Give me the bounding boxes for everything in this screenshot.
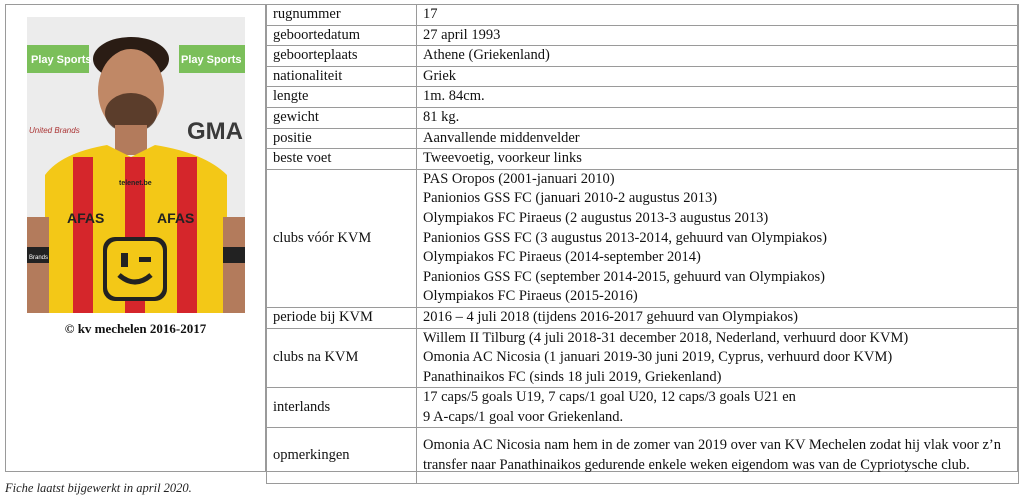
row-periode — [267, 307, 1019, 328]
player-info-table — [266, 4, 1019, 484]
clubs-voor-line: Olympiakos FC Piraeus (2015-2016) — [423, 288, 638, 305]
label-rugnummer: rugnummer — [267, 5, 417, 26]
clubs-na-line: Panathinaikos FC (sinds 18 juli 2019, Griekenland) — [423, 368, 722, 385]
photo-cell — [5, 4, 266, 472]
row-geboorteplaats — [267, 46, 1019, 67]
label-interlands: interlands — [267, 388, 417, 428]
row-gewicht — [267, 107, 1019, 128]
banner-text: GMA — [187, 118, 243, 145]
label-geboorteplaats: geboorteplaats — [267, 46, 417, 67]
value-geboorteplaats: Athene (Griekenland) — [417, 46, 1019, 67]
footnote: Fiche laatst bijgewerkt in april 2020. — [5, 481, 192, 495]
value-geboortedatum: 27 april 1993 — [417, 25, 1019, 46]
player-photo-graphic — [27, 17, 245, 313]
label-periode: periode bij KVM — [267, 307, 417, 328]
value-rugnummer: 17 — [417, 5, 1019, 26]
interlands-line: 9 A-caps/1 goal voor Griekenland. — [423, 408, 624, 425]
value-positie: Aanvallende middenvelder — [417, 128, 1019, 149]
value-nationaliteit: Griek — [417, 66, 1019, 87]
value-interlands — [417, 388, 1019, 428]
clubs-voor-line: PAS Oropos (2001-januari 2010) — [423, 170, 615, 187]
label-beste-voet: beste voet — [267, 149, 417, 170]
clubs-voor-line: Olympiakos FC Piraeus (2 augustus 2013-3 augustus 2013) — [423, 209, 769, 226]
value-beste-voet: Tweevoetig, voorkeur links — [417, 149, 1019, 170]
value-periode: 2016 – 4 juli 2018 (tijdens 2016-2017 gehuurd van Olympiakos) — [417, 307, 1019, 328]
clubs-na-line: Willem II Tilburg (4 juli 2018-31 december 2018, Nederland, verhuurd door KVM) — [423, 329, 909, 346]
photo-caption: © kv mechelen 2016-2017 — [64, 321, 207, 336]
row-opmerkingen — [267, 428, 1019, 484]
shirt-sponsor-right: AFAS — [157, 210, 195, 226]
clubs-na-line: Omonia AC Nicosia (1 januari 2019-30 juni 2019, Cyprus, verhuurd door KVM) — [423, 349, 893, 366]
clubs-voor-line: Panionios GSS FC (september 2014-2015, gehuurd van Olympiakos) — [423, 268, 825, 285]
shirt-sponsor-left: AFAS — [67, 210, 105, 226]
sleeve-text: Brands — [29, 255, 49, 261]
row-clubs-na — [267, 328, 1019, 388]
row-rugnummer — [267, 5, 1019, 26]
label-gewicht: gewicht — [267, 107, 417, 128]
label-positie: positie — [267, 128, 417, 149]
row-beste-voet — [267, 149, 1019, 170]
row-clubs-voor — [267, 169, 1019, 307]
player-photo — [27, 17, 245, 313]
value-lengte: 1m. 84cm. — [417, 87, 1019, 108]
sponsor-left-text: Play Sports — [31, 54, 92, 66]
label-clubs-na: clubs na KVM — [267, 328, 417, 388]
label-opmerkingen: opmerkingen — [267, 428, 417, 484]
clubs-voor-line: Olympiakos FC Piraeus (2014-september 2014) — [423, 249, 701, 266]
brand-left-text: United Brands — [29, 126, 80, 135]
label-nationaliteit: nationaliteit — [267, 66, 417, 87]
sponsor-right-text: Play Sports — [181, 54, 242, 66]
row-nationaliteit — [267, 66, 1019, 87]
row-geboortedatum — [267, 25, 1019, 46]
row-positie — [267, 128, 1019, 149]
opmerkingen-text: Omonia AC Nicosia nam hem in de zomer van 2019 over van KV Mechelen zodat hij vlak voor z’n transfer naar Panathinaikos gedurende enkele weken eigendom was van de Cypriotysche club. — [423, 437, 1001, 473]
value-clubs-na — [417, 328, 1019, 388]
shirt-top-text: telenet.be — [119, 180, 152, 187]
row-interlands — [267, 388, 1019, 428]
clubs-voor-line: Panionios GSS FC (januari 2010-2 augustus 2013) — [423, 190, 718, 207]
label-lengte: lengte — [267, 87, 417, 108]
label-geboortedatum: geboortedatum — [267, 25, 417, 46]
value-opmerkingen — [417, 428, 1019, 484]
clubs-voor-line: Panionios GSS FC (3 augustus 2013-2014, gehuurd van Olympiakos) — [423, 229, 827, 246]
row-lengte — [267, 87, 1019, 108]
interlands-line: 17 caps/5 goals U19, 7 caps/1 goal U20, 12 caps/3 goals U21 en — [423, 389, 796, 406]
value-gewicht: 81 kg. — [417, 107, 1019, 128]
value-clubs-voor — [417, 169, 1019, 307]
label-clubs-voor: clubs vóór KVM — [267, 169, 417, 307]
